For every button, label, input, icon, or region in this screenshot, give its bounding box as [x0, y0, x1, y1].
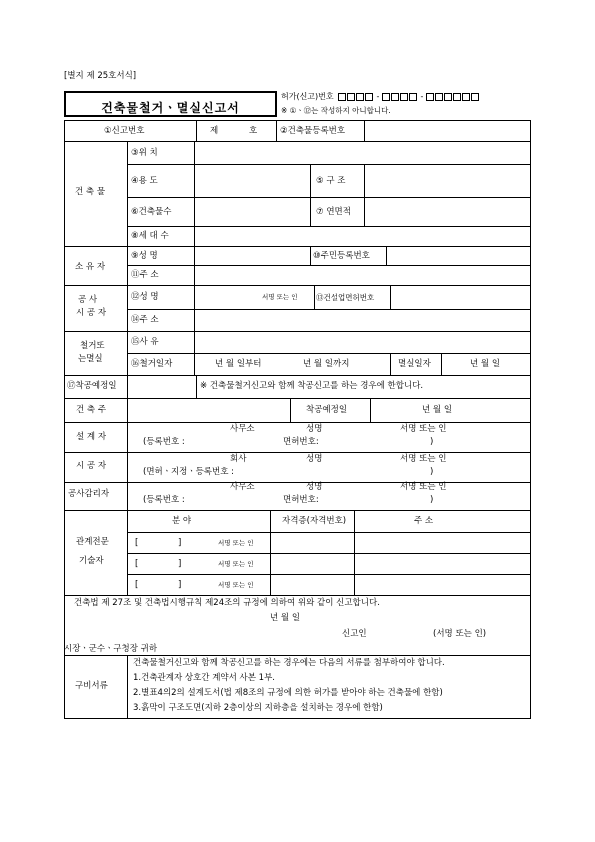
tech-row-bracket-left: [: [135, 559, 139, 569]
designer-reg-label: (등록번호 :: [143, 437, 185, 447]
tech-row-bracket-right: ]: [178, 538, 182, 548]
tech-col-address: 주 소: [414, 516, 434, 526]
designer-name-label: 성명: [306, 424, 323, 434]
owner-rrn-field[interactable]: [389, 249, 527, 263]
contractor-section-label-2: 시 공 자: [76, 308, 107, 318]
owner-section-label: 소 유 자: [75, 262, 106, 272]
supervisor-close: ): [430, 495, 434, 505]
location-label: ③위 치: [131, 148, 158, 158]
form-reference: [별지 제 25호서식]: [64, 71, 137, 81]
documents-label: 구비서류: [75, 681, 108, 691]
owner-address-label: ⑪주 소: [131, 270, 159, 280]
designer-close: ): [430, 437, 434, 447]
builder-close: ): [430, 467, 434, 477]
tech-label: 관계전문: [76, 537, 109, 547]
owner-name-field[interactable]: [197, 249, 307, 263]
tech-row-sign: 서명 또는 인: [218, 539, 254, 547]
building-count-label: ⑥건축물수: [131, 207, 172, 217]
documents-line: 2.별표4의2의 설계도서(법 제8조의 규정에 의한 허가를 받아야 하는 건축물에 한함): [133, 688, 443, 698]
tech-col-cert: 자격증(자격번호): [282, 516, 347, 526]
client-field[interactable]: [130, 402, 287, 418]
building-count-field[interactable]: [197, 201, 307, 223]
supervisor-sign-label: 서명 또는 인: [400, 482, 447, 492]
start-planned-label: 착공예정일: [306, 405, 348, 415]
permit-number-boxes[interactable]: [338, 92, 480, 101]
start-date-note: ※ 건축물철거신고와 함께 착공신고를 하는 경우에 한합니다.: [200, 381, 424, 391]
demolition-date-label: ⑯철거일자: [131, 359, 173, 369]
demolition-section-label: 철거또: [80, 341, 105, 351]
designer-sign-label: 서명 또는 인: [400, 424, 447, 434]
tech-row-bracket-left: [: [135, 538, 139, 548]
floor-area-field[interactable]: [367, 201, 527, 223]
supervisor-reg-label: (등록번호 :: [143, 495, 185, 505]
designer-label: 설 계 자: [76, 432, 107, 442]
builder-company-label: 회사: [230, 454, 247, 464]
owner-rrn-label: ⑩주민등록번호: [313, 251, 370, 261]
contractor-section-label: 공 사: [78, 295, 98, 305]
tech-col-field: 분 야: [172, 516, 192, 526]
designer-office-label: 사무소: [230, 424, 255, 434]
builder-reg-label: (면허ㆍ지정ㆍ등록번호 :: [143, 467, 234, 477]
title-box: [64, 91, 277, 117]
building-reg-label: ②건축물등록번호: [280, 126, 346, 136]
permit-dash: -: [420, 92, 424, 101]
floor-area-label: ⑦ 연면적: [316, 207, 351, 217]
documents-line: 건축물철거신고와 함께 착공신고를 하는 경우에는 다음의 서류를 첨부하여야 합니다.: [133, 658, 445, 668]
je-label: 제: [210, 126, 219, 136]
reporter-label: 신고인: [342, 629, 367, 639]
builder-name-label: 성명: [306, 454, 323, 464]
use-label: ④용 도: [131, 176, 158, 186]
contractor-address-field[interactable]: [197, 312, 527, 328]
building-reg-field[interactable]: [368, 124, 526, 138]
use-field[interactable]: [197, 170, 307, 192]
tech-row-sign: 서명 또는 인: [218, 560, 254, 568]
owner-address-field[interactable]: [197, 268, 527, 282]
permit-label: 허가(신고)번호: [281, 92, 334, 101]
contractor-address-label: ⑭주 소: [131, 315, 159, 325]
report-number-label: ①신고번호: [104, 126, 145, 136]
supervisor-label: 공사감리자: [68, 489, 110, 499]
from-date-label: 년 월 일부터: [215, 359, 262, 369]
owner-name-label: ⑨성 명: [131, 251, 158, 261]
supervisor-office-label: 사무소: [230, 482, 255, 492]
structure-label: ⑤ 구 조: [316, 176, 346, 186]
supervisor-license-label: 면허번호:: [283, 495, 319, 505]
declaration-text: 건축법 제 27조 및 건축법시행규칙 제24조의 규정에 의하여 위와 같이 신고합니다.: [74, 598, 380, 608]
designer-license-label: 면허번호:: [283, 437, 319, 447]
contractor-license-label: ⑬건설업면허번호: [316, 293, 375, 302]
ho-label: 호: [249, 126, 258, 136]
report-number-field[interactable]: [198, 124, 208, 138]
reason-label: ⑮사 유: [131, 337, 159, 347]
reporter-sign: (서명 또는 인): [433, 629, 487, 639]
documents-line: 3.흙막이 구조도면(지하 2층이상의 지하층을 설치하는 경우에 한함): [133, 703, 383, 713]
builder-label: 시 공 자: [76, 461, 107, 471]
tech-row-bracket-right: ]: [178, 580, 182, 590]
demolition-section-label-2: 는멸실: [78, 354, 103, 364]
tech-row-bracket-left: [: [135, 580, 139, 590]
tech-row-sign: 서명 또는 인: [218, 581, 254, 589]
declaration-date: 년 월 일: [270, 613, 301, 623]
lost-date-ymd: 년 월 일: [470, 359, 501, 369]
contractor-name-field[interactable]: [197, 288, 259, 306]
tech-label-2: 기술자: [79, 556, 104, 566]
households-field[interactable]: [197, 229, 527, 243]
start-date-label: ⑰착공예정일: [67, 381, 117, 391]
contractor-name-label: ⑫성 명: [131, 292, 159, 302]
location-field[interactable]: [197, 145, 527, 161]
permit-dash: -: [376, 92, 380, 101]
structure-field[interactable]: [367, 170, 527, 192]
to-date-label: 년 월 일까지: [303, 359, 350, 369]
lost-date-label: 멸실일자: [398, 359, 431, 369]
building-section-label: 건 축 물: [75, 187, 106, 197]
builder-sign-label: 서명 또는 인: [400, 454, 447, 464]
reason-field[interactable]: [197, 334, 527, 350]
documents-line: 1.건축관계자 상호간 계약서 사본 1부.: [133, 673, 275, 683]
contractor-license-field[interactable]: [393, 288, 527, 306]
addressee: 시장ㆍ군수ㆍ구청장 귀하: [64, 644, 158, 654]
supervisor-name-label: 성명: [306, 482, 323, 492]
households-label: ⑧세 대 수: [131, 231, 169, 241]
note-text: ※ ①ㆍ⑫는 작성하지 아니합니다.: [281, 106, 391, 115]
client-label: 건 축 주: [76, 405, 107, 415]
contractor-sign-label: 서명 또는 인: [262, 293, 298, 301]
tech-row-bracket-right: ]: [178, 559, 182, 569]
form-title: 건축물철거ㆍ멸실신고서: [101, 101, 240, 115]
start-planned-ymd: 년 월 일: [422, 405, 453, 415]
